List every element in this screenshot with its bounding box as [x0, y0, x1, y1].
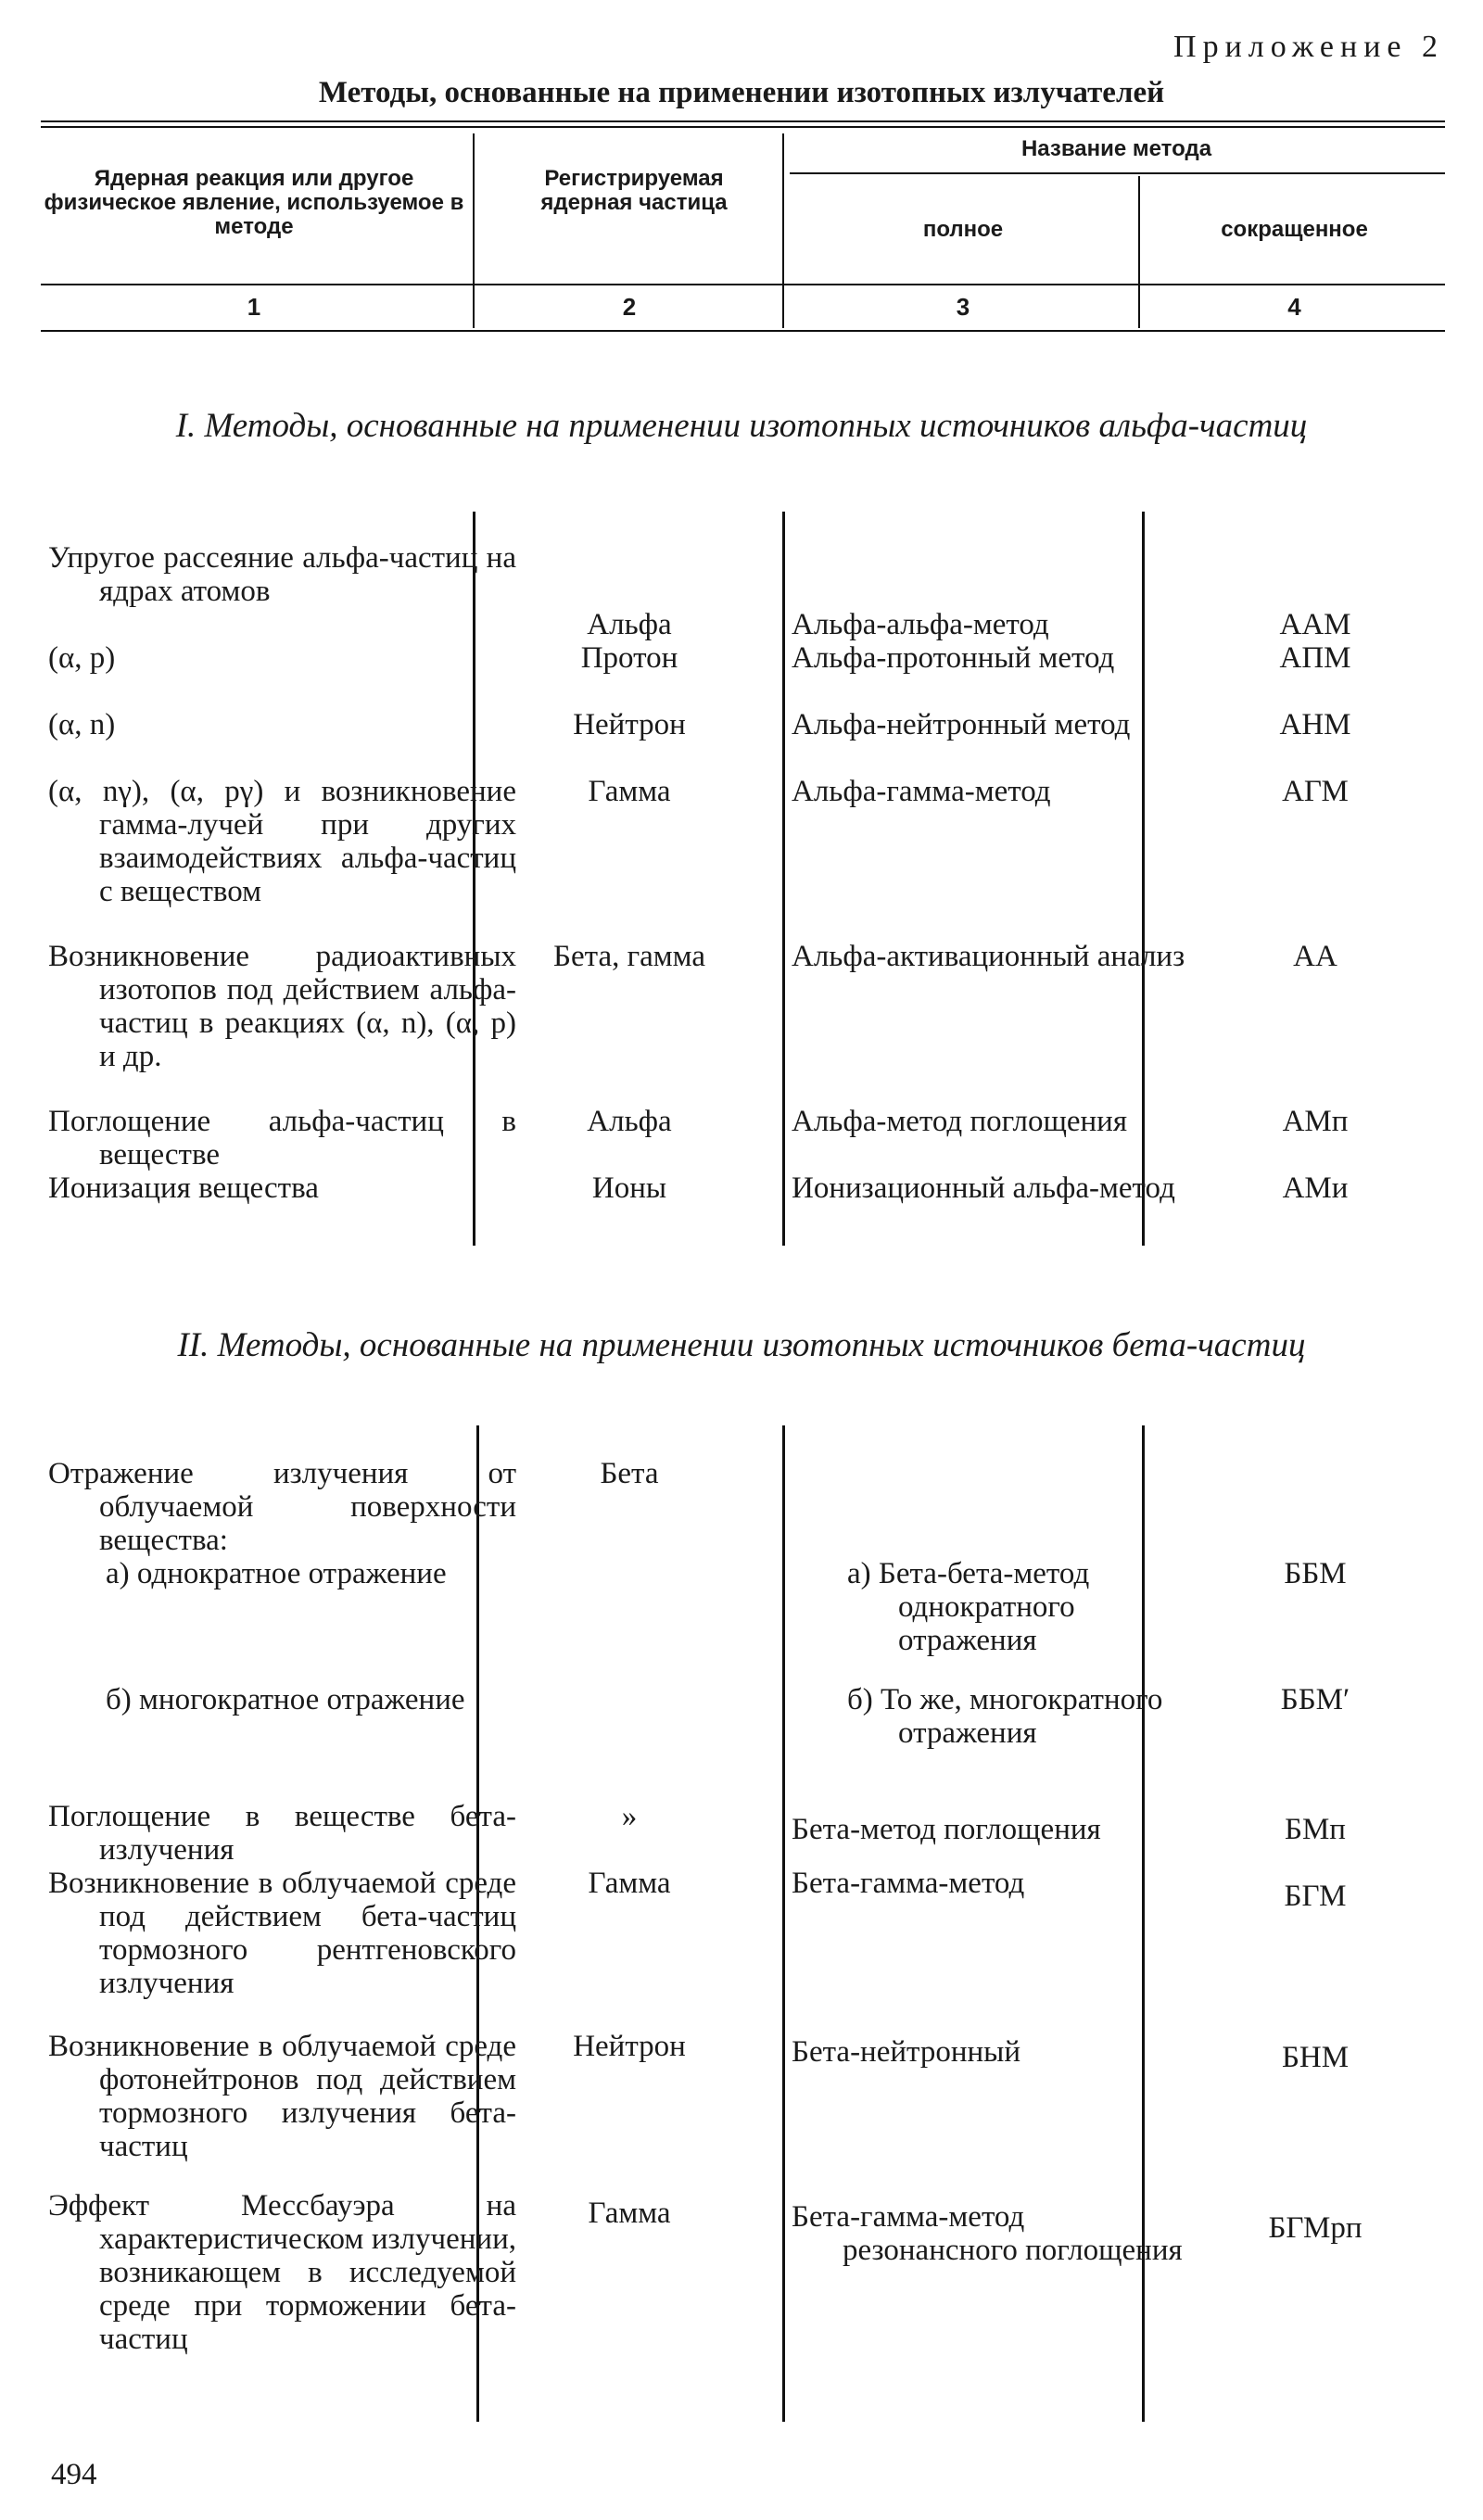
- column-number-2: 2: [622, 293, 637, 321]
- section-2-divider-2: [782, 1425, 785, 2422]
- table-row-2-full: Альфа-протонный метод: [792, 641, 1115, 675]
- table-row-10-phenomenon: Возникновение в облучаемой среде фотонейтронов под действием тормозного излучения бета-частиц: [48, 2030, 516, 2163]
- table-row-6-particle: Альфа: [587, 1105, 672, 1138]
- table-row-6-abbr: АМп: [1282, 1105, 1349, 1138]
- page-title: Методы, основанные на применении изотопных излучателей: [318, 76, 1165, 109]
- header-rule-top: [41, 120, 1445, 122]
- table-row-4-phenomenon: (α, nγ), (α, pγ) и возникновение гамма-лучей при других взаимодействиях альфа-частиц с веществом: [48, 775, 516, 908]
- column-number-4: 4: [1287, 293, 1301, 321]
- table-row-1-full: Альфа-альфа-метод: [792, 608, 1049, 641]
- table-row-7-abbr: АМи: [1282, 1171, 1349, 1205]
- table-row-4-full: Альфа-гамма-метод: [792, 775, 1051, 808]
- table-row-9-phenomenon: Возникновение в облучаемой среде под действием бета-частиц тормозного рентгеновского излучения: [48, 1867, 516, 2000]
- header-divider-3: [1138, 176, 1140, 328]
- header-col-full: полное: [922, 217, 1004, 242]
- header-divider-1: [473, 133, 475, 328]
- appendix-label: Приложение 2: [1173, 30, 1444, 64]
- column-number-1: 1: [247, 293, 261, 321]
- header-col-abbr: сокращенное: [1221, 217, 1368, 242]
- header-col-particle: Регистрируемая ядерная частица: [540, 166, 728, 215]
- table-row-11-particle: Гамма: [588, 2197, 671, 2230]
- table-row-8-full: Бета-метод поглощения: [792, 1813, 1101, 1846]
- table-row-7-full: Ионизационный альфа-метод: [792, 1171, 1175, 1205]
- table-row-10-full: Бета-нейтронный: [792, 2035, 1021, 2069]
- header-method-name: Название метода: [1020, 136, 1212, 161]
- table-row-8-phenomenon: Поглощение в веществе бета-излучения: [48, 1800, 516, 1867]
- table-row-10-abbr: БНМ: [1281, 2041, 1350, 2074]
- table-row-6-full: Альфа-метод поглощения: [792, 1105, 1128, 1138]
- table-row-5-phenomenon: Возникновение радиоактивных изотопов под действием альфа-частиц в реакциях (α, n), (α, p) и др.: [48, 940, 516, 1073]
- table-row-8-abbr: БМп: [1285, 1813, 1346, 1846]
- column-number-3: 3: [956, 293, 970, 321]
- page-number: 494: [51, 2458, 97, 2491]
- table-row-3-full: Альфа-нейтронный метод: [792, 708, 1131, 741]
- reflection-sub-b-full: б) То же, многократного отражения: [847, 1683, 1163, 1750]
- table-row-7-particle: Ионы: [591, 1171, 667, 1205]
- table-row-5-full: Альфа-активационный анализ: [792, 940, 1185, 973]
- header-rule-method: [790, 172, 1445, 174]
- section-1-divider-2: [782, 512, 785, 1246]
- reflection-sub-a: а) однократное отражение: [106, 1557, 447, 1590]
- table-row-1-phenomenon: Упругое рассеяние альфа-частиц на ядрах атомов: [48, 541, 516, 608]
- table-row-5-abbr: АА: [1293, 940, 1337, 973]
- header-rule-mid: [41, 284, 1445, 285]
- table-row-1-abbr: ААМ: [1279, 608, 1351, 641]
- header-col-phenomenon: Ядерная реакция или другое физическое явление, используемое в методе: [44, 166, 464, 239]
- table-row-10-particle: Нейтрон: [573, 2030, 686, 2063]
- header-rule-top-double: [41, 126, 1445, 128]
- reflection-sub-b-abbr: ББМ′: [1280, 1683, 1350, 1716]
- table-row-7-phenomenon: Ионизация вещества: [48, 1171, 319, 1205]
- reflection-sub-b: б) многократное отражение: [106, 1683, 465, 1716]
- section-2-title: II. Методы, основанные на применении изотопных источников бета-частиц: [177, 1326, 1306, 1364]
- section-1-title: I. Методы, основанные на применении изотопных источников альфа-частиц: [175, 407, 1308, 445]
- table-header: [41, 120, 1445, 334]
- reflection-sub-a-full: а) Бета-бета-метод однократного отражения: [847, 1557, 1090, 1657]
- table-row-1-particle: Альфа: [587, 608, 672, 641]
- table-row-3-particle: Нейтрон: [573, 708, 686, 741]
- reflection-sub-a-abbr: ББМ: [1284, 1557, 1347, 1590]
- table-row-2-phenomenon: (α, p): [48, 641, 116, 675]
- table-row-4-abbr: АГМ: [1282, 775, 1349, 808]
- table-row-9-full: Бета-гамма-метод: [792, 1867, 1025, 1900]
- table-row-5-particle: Бета, гамма: [553, 940, 705, 973]
- section-2-table: [41, 1425, 1445, 2426]
- reflection-particle: Бета: [600, 1457, 659, 1490]
- table-row-2-abbr: АПМ: [1279, 641, 1351, 675]
- header-divider-2: [782, 133, 784, 328]
- table-row-8-particle: »: [621, 1800, 638, 1833]
- table-row-11-full: Бета-гамма-метод резонансного поглощения: [792, 2200, 1183, 2267]
- table-row-9-particle: Гамма: [588, 1867, 671, 1900]
- table-row-9-abbr: БГМ: [1284, 1880, 1347, 1913]
- table-row-11-phenomenon: Эффект Мессбауэра на характеристическом излучении, возникающем в исследуемой среде при торможении бета-частиц: [48, 2189, 516, 2356]
- table-row-6-phenomenon: Поглощение альфа-частиц в веществе: [48, 1105, 516, 1171]
- table-row-3-phenomenon: (α, n): [48, 708, 116, 741]
- reflection-phenomenon: Отражение излучения от облучаемой поверхности вещества:: [48, 1457, 516, 1557]
- section-1-table: [41, 512, 1445, 1253]
- header-rule-bottom: [41, 330, 1445, 332]
- table-row-4-particle: Гамма: [588, 775, 671, 808]
- table-row-3-abbr: АНМ: [1279, 708, 1351, 741]
- table-row-11-abbr: БГМрп: [1268, 2211, 1363, 2245]
- table-row-2-particle: Протон: [580, 641, 678, 675]
